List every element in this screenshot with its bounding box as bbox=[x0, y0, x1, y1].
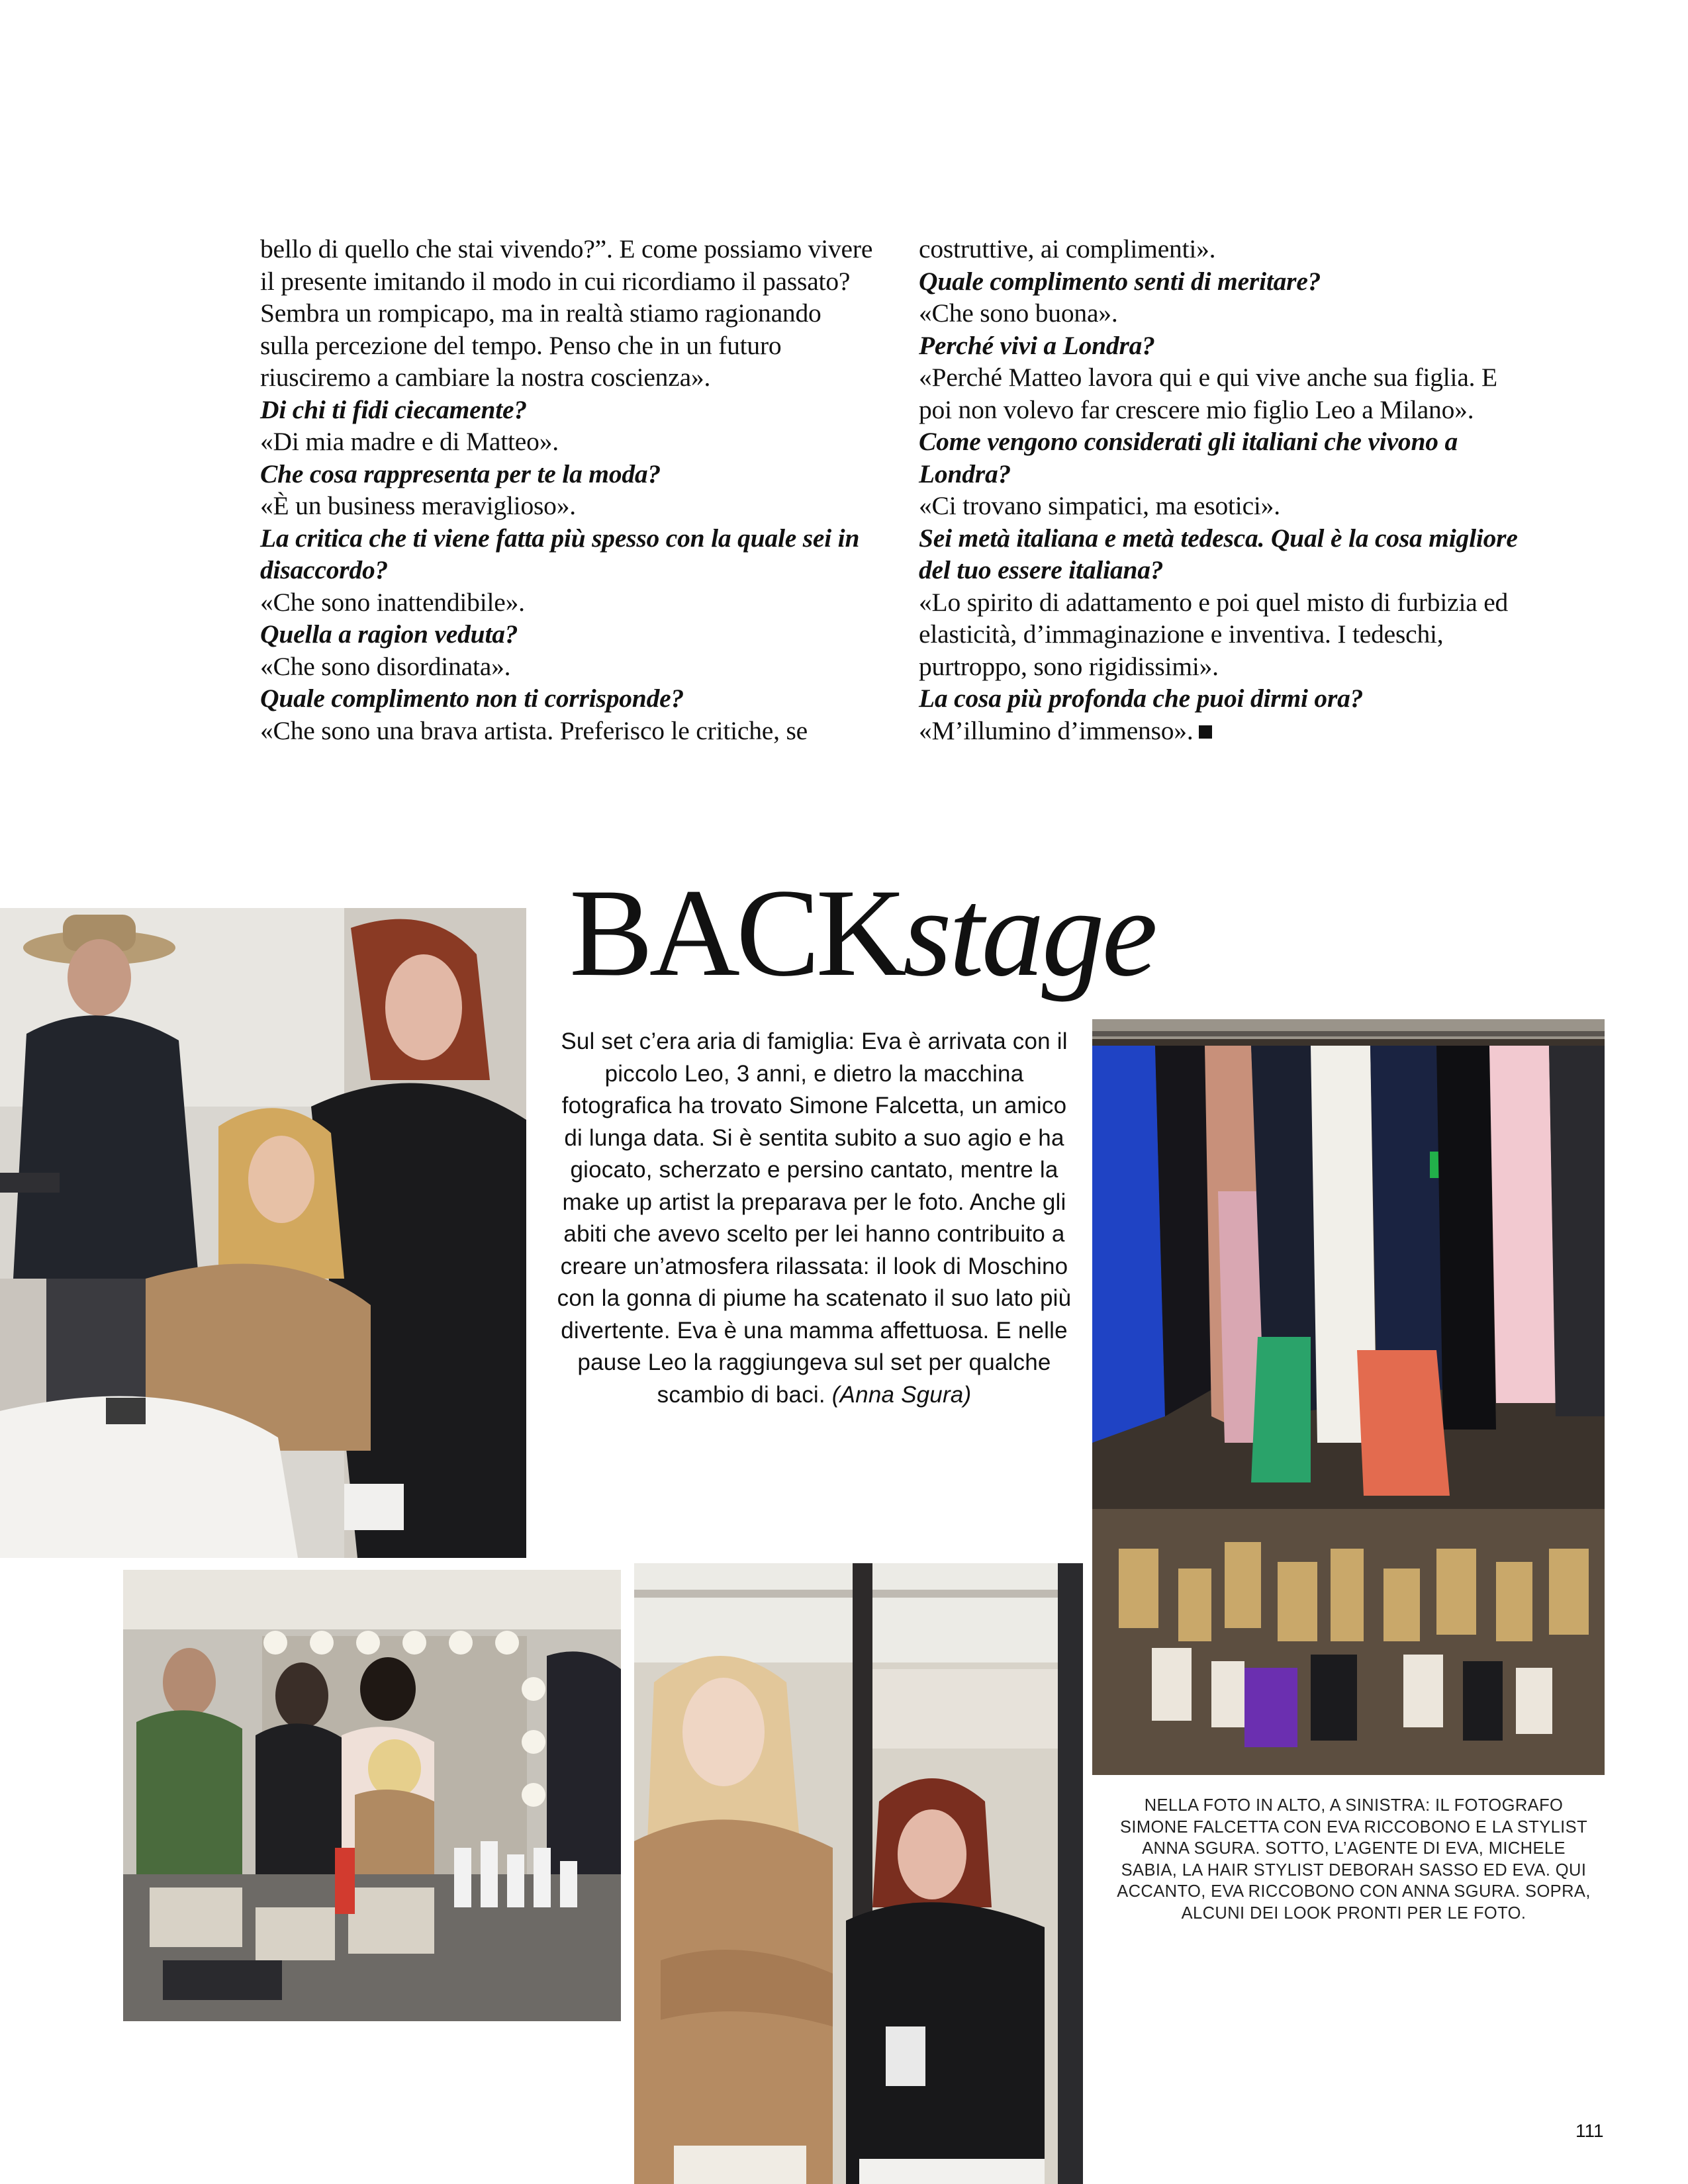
question-text: Quella a ragion veduta? bbox=[260, 619, 518, 649]
backstage-title: BACKstage bbox=[569, 864, 1155, 1003]
interview-column-right bbox=[919, 233, 1534, 747]
question-text: Quale complimento non ti corrisponde? bbox=[260, 684, 684, 713]
photo-model-with-stylist bbox=[634, 1563, 1083, 2184]
interview-question bbox=[919, 265, 1534, 298]
question-text: Di chi ti fidi ciecamente? bbox=[260, 394, 527, 424]
end-of-article-mark bbox=[1199, 725, 1212, 739]
intro-credit: (Anna Sgura) bbox=[831, 1381, 972, 1408]
answer-text: «Che sono inattendibile». bbox=[260, 587, 525, 617]
answer-text: «Lo spirito di adattamento e poi quel misto di furbizia ed elasticità, d’immaginazione e inventiva. I tedeschi, purtroppo, sono rigidissimi». bbox=[919, 587, 1509, 681]
question-text: La critica che ti viene fatta più spesso con la quale sei in disaccordo? bbox=[260, 523, 860, 584]
interview-question bbox=[260, 458, 876, 490]
interview-column-left bbox=[260, 233, 876, 747]
interview-question bbox=[260, 522, 876, 586]
photo-photographer-stylist-model bbox=[0, 908, 526, 1558]
answer-text: «Che sono una brava artista. Preferisco le critiche, se bbox=[260, 715, 808, 745]
question-text: Perché vivi a Londra? bbox=[919, 330, 1155, 360]
question-text: La cosa più profonda che puoi dirmi ora? bbox=[919, 684, 1364, 713]
interview-answer bbox=[260, 233, 876, 394]
interview-question bbox=[260, 394, 876, 426]
backstage-intro bbox=[553, 1026, 1076, 1411]
photo-wardrobe-rack bbox=[1092, 1019, 1605, 1775]
question-text: Sei metà italiana e metà tedesca. Qual è la cosa migliore del tuo essere italiana? bbox=[919, 523, 1518, 584]
answer-text: bello di quello che stai vivendo?”. E come possiamo vivere il presente imitando il modo in cui ricordiamo il passato? Sembra un rompicapo, ma in realtà stiamo ragionando sulla percezione del tempo. Penso che in un futuro riusciremo a cambiare la nostra coscienza». bbox=[260, 234, 873, 392]
answer-text: «Ci trovano simpatici, ma esotici». bbox=[919, 491, 1280, 520]
interview-answer bbox=[260, 426, 876, 458]
question-text: Quale complimento senti di meritare? bbox=[919, 266, 1321, 296]
answer-text: «Che sono buona». bbox=[919, 298, 1118, 328]
interview-answer bbox=[260, 715, 876, 747]
interview-question bbox=[919, 426, 1534, 490]
interview-answer bbox=[919, 490, 1534, 522]
interview-question bbox=[260, 618, 876, 651]
answer-text: «M’illumino d’immenso». bbox=[919, 715, 1194, 745]
interview-answer bbox=[919, 297, 1534, 330]
interview-answer bbox=[919, 233, 1534, 265]
interview-answer bbox=[260, 651, 876, 683]
question-text: Come vengono considerati gli italiani che vivono a Londra? bbox=[919, 427, 1458, 488]
interview-answer bbox=[260, 490, 876, 522]
interview-question bbox=[919, 522, 1534, 586]
interview-answer bbox=[260, 586, 876, 619]
interview-question bbox=[919, 330, 1534, 362]
interview-question bbox=[260, 682, 876, 715]
answer-text: «Che sono disordinata». bbox=[260, 651, 511, 681]
answer-text: «È un business meraviglioso». bbox=[260, 491, 576, 520]
intro-text: Sul set c’era aria di famiglia: Eva è arrivata con il piccolo Leo, 3 anni, e dietro la macchina fotografica ha trovato Simone Falcetta, un amico di lunga data. Si è sentita subito a suo agio e ha giocato, scherzato e persino cantato, mentre la make up artist la preparava per le foto. Anche gli abiti che avevo scelto per lei hanno contribuito a creare un’atmosfera rilassata: il look di Moschino con la gonna di piume ha scatenato il suo lato più divertente. Eva è una mamma affettuosa. E nelle pause Leo la raggiungeva sul set per qualche scambio di baci. bbox=[557, 1028, 1072, 1408]
interview-answer bbox=[919, 361, 1534, 426]
question-text: Che cosa rappresenta per te la moda? bbox=[260, 459, 661, 488]
answer-text: «Perché Matteo lavora qui e qui vive anche sua figlia. E poi non volevo far crescere mio figlio Leo a Milano». bbox=[919, 363, 1497, 424]
photo-caption: NELLA FOTO IN ALTO, A SINISTRA: IL FOTOGRAFO SIMONE FALCETTA CON EVA RICCOBONO E LA STYLIST ANNA SGURA. SOTTO, L’AGENTE DI EVA, MICHELE SABIA, LA HAIR STYLIST DEBORAH SASSO ED EVA. QUI ACCANTO, EVA RICCOBONO CON ANNA SGURA. SOPRA, ALCUNI DEI LOOK PRONTI PER LE FOTO. bbox=[1117, 1796, 1591, 1923]
answer-text: «Di mia madre e di Matteo». bbox=[260, 427, 559, 456]
page-number: 111 bbox=[1575, 2120, 1604, 2141]
answer-text: costruttive, ai complimenti». bbox=[919, 234, 1216, 263]
interview-answer bbox=[919, 586, 1534, 683]
photo-hair-styling-mirror bbox=[123, 1570, 621, 2021]
interview-answer bbox=[919, 715, 1534, 747]
interview-question bbox=[919, 682, 1534, 715]
